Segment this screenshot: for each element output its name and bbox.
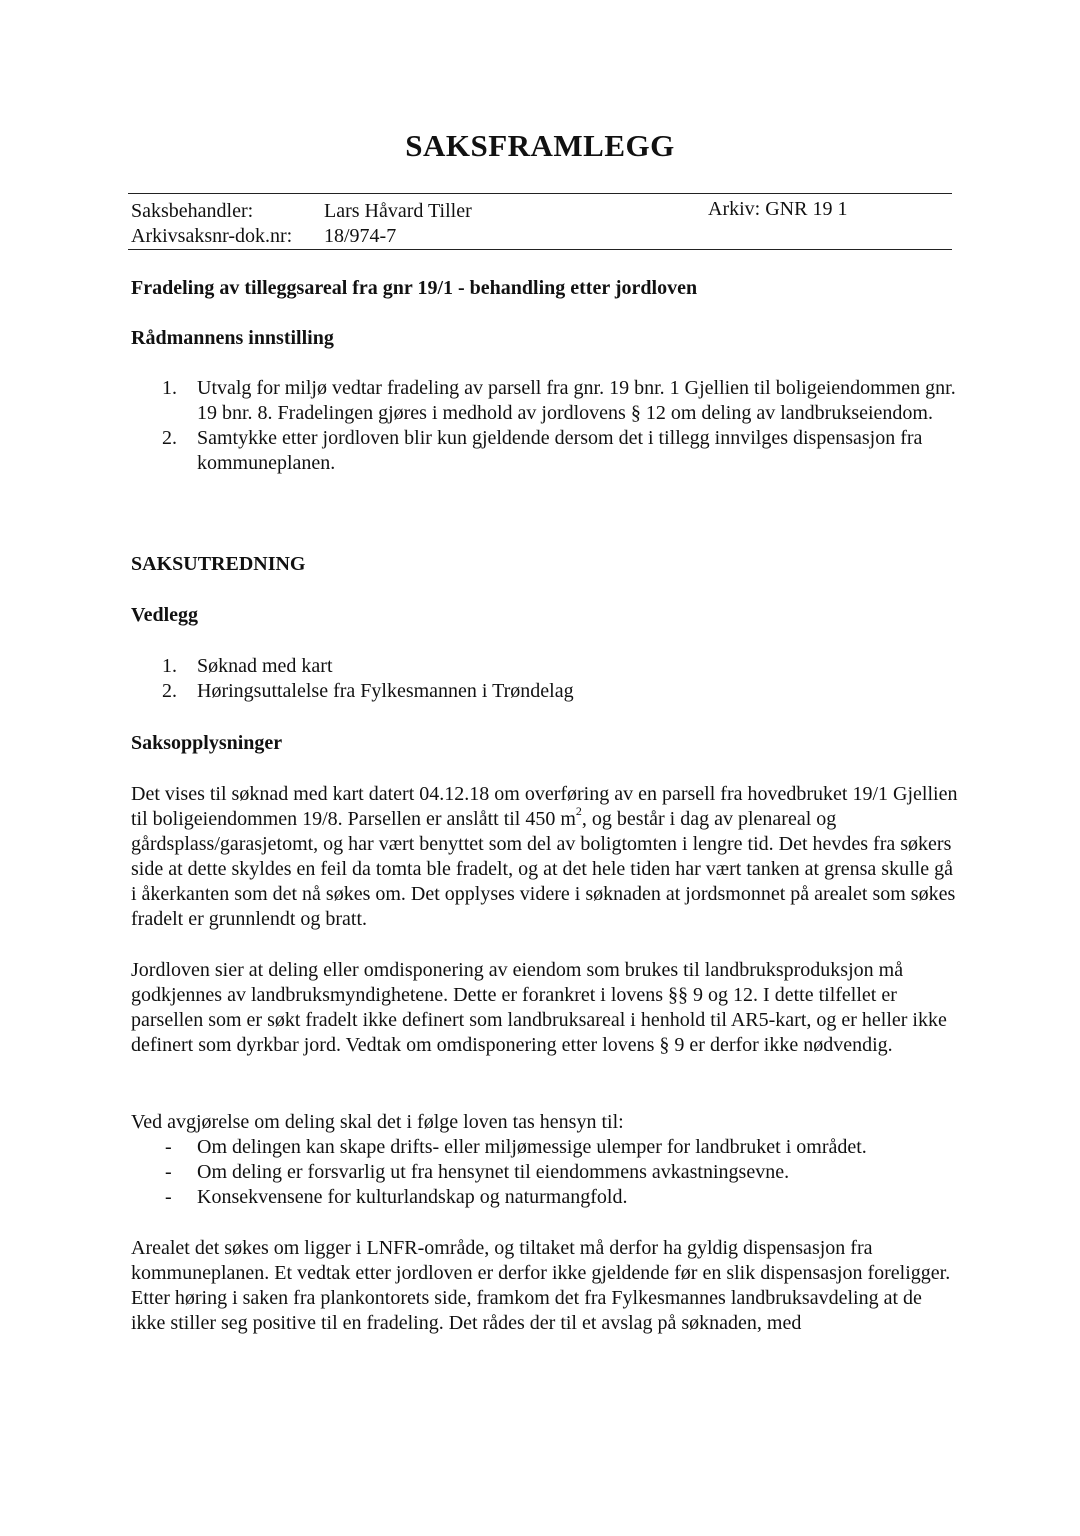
list-item	[131, 679, 961, 704]
list-item	[131, 654, 961, 679]
list-text: Samtykke etter jordloven blir kun gjeldende dersom det i tillegg innvilges dispensasjon fra kommuneplanen.	[197, 427, 923, 474]
header-rule-bottom	[128, 249, 952, 250]
bullet-item	[131, 1185, 961, 1210]
arkiv-value: Arkiv: GNR 19 1	[708, 198, 848, 220]
list-text: Søknad med kart	[197, 655, 333, 677]
p2-text: Jordloven sier at deling eller omdisponering av eiendom som brukes til landbruksproduksjon må godkjennes av landbruksmyndighetene. Dette er forankret i lovens §§ 9 og 12. I dette tilfellet er parsellen som er søkt fradelt ikke definert som landbruksareal i henhold til AR5-kart, og er heller ikke definert som dyrkbar jord. Vedtak om omdisponering etter lovens § 9 er derfor ikke nødvendig.	[131, 959, 947, 1056]
list-number: 1.	[162, 377, 177, 399]
list-number: 2.	[162, 680, 177, 702]
saksbehandler-label: Saksbehandler:	[131, 200, 254, 222]
vedlegg-heading: Vedlegg	[131, 604, 199, 626]
paragraph-1	[131, 782, 961, 932]
p1-text-a: Det vises til søknad med kart datert 04.12.18 om overføring av en parsell fra hovedbruket 19/1 Gjellien til boligeiendommen 19/8. Parsellen er anslått til 450 m	[131, 783, 958, 830]
vedlegg-list	[131, 654, 961, 704]
p1-text-b: , og består i dag av plenareal og gårdsplass/garasjetomt, og har vært benyttet som del av boligtomten i lengre tid. Det hevdes fra søkers side at dette skyldes en feil da tomta ble fradelt, og at det hele tiden har vært tanken at grensa skulle gå i åkerkanten som det nå søkes om. Det opplyses videre i søknaden at jordsmonnet på arealet som søkes fradelt er grunnlendt og bratt.	[131, 808, 956, 930]
arkivsaksnr-value: 18/974-7	[324, 225, 397, 247]
saksbehandler-value: Lars Håvard Tiller	[324, 200, 472, 222]
bullet-text: Om deling er forsvarlig ut fra hensynet til eiendommens avkastningsevne.	[197, 1161, 790, 1183]
p4-text: Arealet det søkes om ligger i LNFR-område, og tiltaket må derfor ha gyldig dispensasjon fra kommuneplanen. Et vedtak etter jordloven er derfor ikke gjeldende før en slik dispensasjon foreligger.	[131, 1237, 951, 1284]
bullet-dash: -	[165, 1186, 172, 1208]
recommendation-heading: Rådmannens innstilling	[131, 327, 334, 349]
list-text: Høringsuttalelse fra Fylkesmannen i Trøndelag	[197, 680, 574, 702]
bullet-text: Konsekvensene for kulturlandskap og naturmangfold.	[197, 1186, 628, 1208]
paragraph-3	[131, 1110, 961, 1210]
bullet-item	[131, 1160, 961, 1185]
saksopplysninger-heading: Saksopplysninger	[131, 732, 283, 754]
subject-heading: Fradeling av tilleggsareal fra gnr 19/1 - behandling etter jordloven	[131, 277, 698, 299]
p3-intro: Ved avgjørelse om deling skal det i følge loven tas hensyn til:	[131, 1111, 624, 1133]
list-number: 2.	[162, 427, 177, 449]
meta-row-saksbehandler	[131, 198, 472, 224]
bullet-dash: -	[165, 1161, 172, 1183]
list-text: Utvalg for miljø vedtar fradeling av parsell fra gnr. 19 bnr. 1 Gjellien til boligeiendommen gnr. 19 bnr. 8. Fradelingen gjøres i medhold av jordlovens § 12 om deling av landbrukseiendom.	[197, 377, 956, 424]
meta-row-arkivsaksnr	[131, 223, 396, 249]
bullet-item	[131, 1135, 961, 1160]
arkivsaksnr-label: Arkivsaksnr-dok.nr:	[131, 225, 293, 247]
recommendation-list	[131, 376, 961, 476]
document-title: SAKSFRAMLEGG	[405, 128, 675, 163]
list-item	[131, 426, 961, 476]
list-number: 1.	[162, 655, 177, 677]
paragraph-4	[131, 1236, 961, 1336]
bullet-dash: -	[165, 1136, 172, 1158]
saksutredning-heading: SAKSUTREDNING	[131, 553, 306, 575]
list-item	[131, 376, 961, 426]
p5-text: Etter høring i saken fra plankontorets side, framkom det fra Fylkesmannes landbruksavdeling at de ikke stiller seg positive til en fradeling. Det rådes der til et avslag på søknaden, med	[131, 1287, 922, 1334]
paragraph-2	[131, 958, 961, 1058]
bullet-text: Om delingen kan skape drifts- eller miljømessige ulemper for landbruket i området.	[197, 1136, 867, 1158]
header-rule-top	[128, 193, 952, 194]
p1-superscript: 2	[575, 804, 582, 819]
